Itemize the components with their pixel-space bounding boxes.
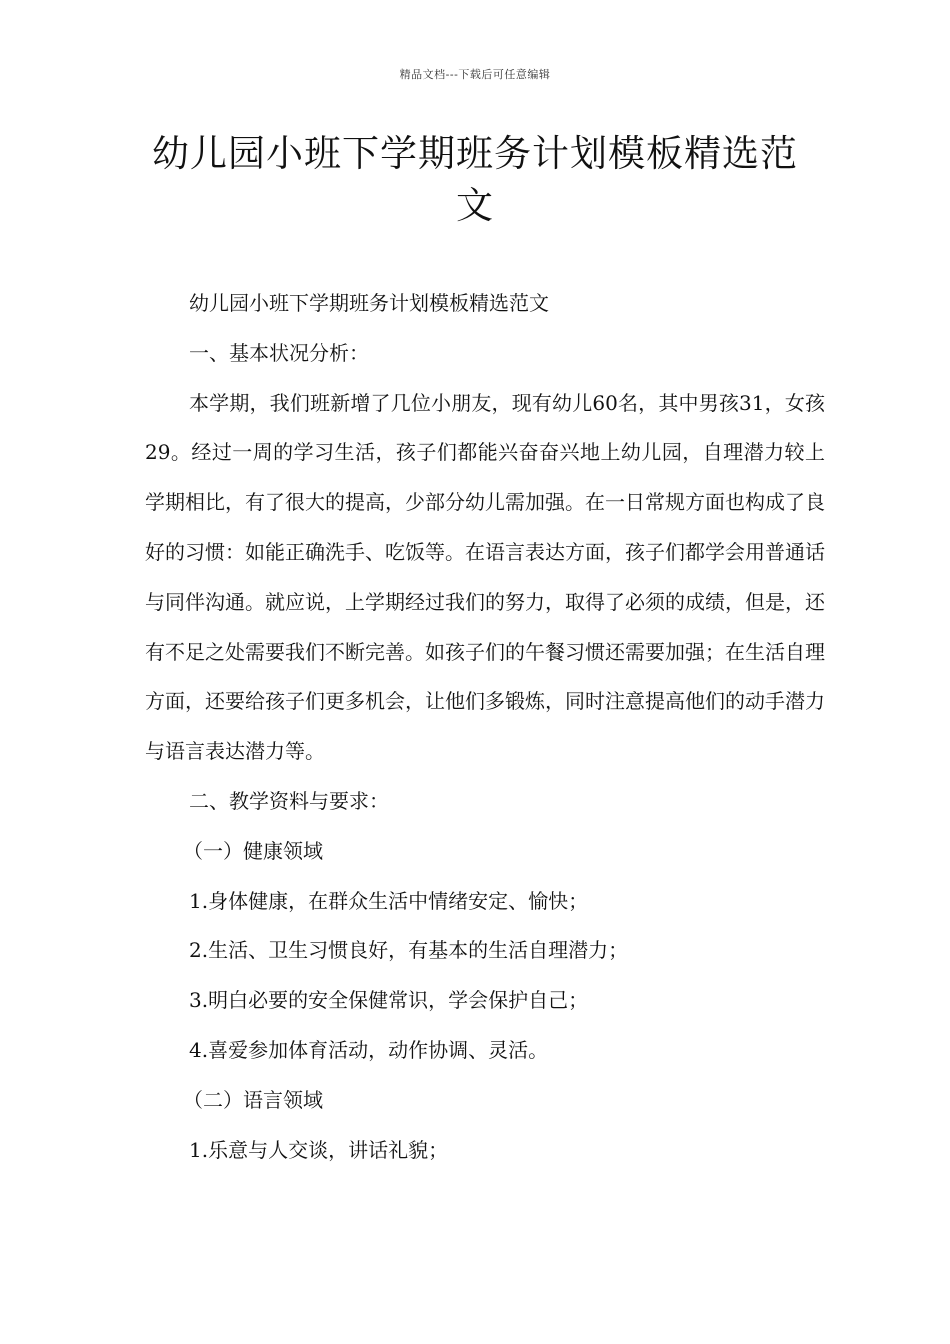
list-item: 1.身体健康，在群众生活中情绪安定、愉快； <box>189 888 589 913</box>
section-heading-2: 二、教学资料与要求： <box>189 788 389 813</box>
list-item: 4.喜爱参加体育活动，动作协调、灵活。 <box>189 1037 549 1062</box>
document-title: 幼儿园小班下学期班务计划模板精选范文 <box>152 132 798 227</box>
document-body <box>145 279 825 1175</box>
header-note: 精品文档---下载后可任意编辑 <box>399 68 551 81</box>
subtitle-paragraph: 幼儿园小班下学期班务计划模板精选范文 <box>189 291 549 315</box>
subsection-heading-health: （一）健康领域 <box>183 838 323 863</box>
body-paragraph: 本学期，我们班新增了几位小朋友，现有幼儿60名，其中男孩31，女孩29。经过一周的学习生活，孩子们都能兴奋奋兴地上幼儿园，自理潜力较上学期相比，有了很大的提高，少部分幼儿需加强。在一日常规方面也构成了良好的习惯：如能正确洗手、吃饭等。在语言表达方面，孩子们都学会用普通话与同伴沟通。就应说，上学期经过我们的努力，取得了必须的成绩，但是，还有不足之处需要我们不断完善。如孩子们的午餐习惯还需要加强；在生活自理方面，还要给孩子们更多机会，让他们多锻炼，同时注意提高他们的动手潜力与语言表达潜力等。 <box>145 390 825 764</box>
subsection-heading-language: （二）语言领域 <box>183 1087 323 1112</box>
list-item: 3.明白必要的安全保健常识，学会保护自己； <box>189 988 589 1013</box>
list-item: 1.乐意与人交谈，讲话礼貌； <box>189 1137 449 1162</box>
list-item: 2.生活、卫生习惯良好，有基本的生活自理潜力； <box>189 938 629 963</box>
section-heading-1: 一、基本状况分析： <box>189 340 369 365</box>
